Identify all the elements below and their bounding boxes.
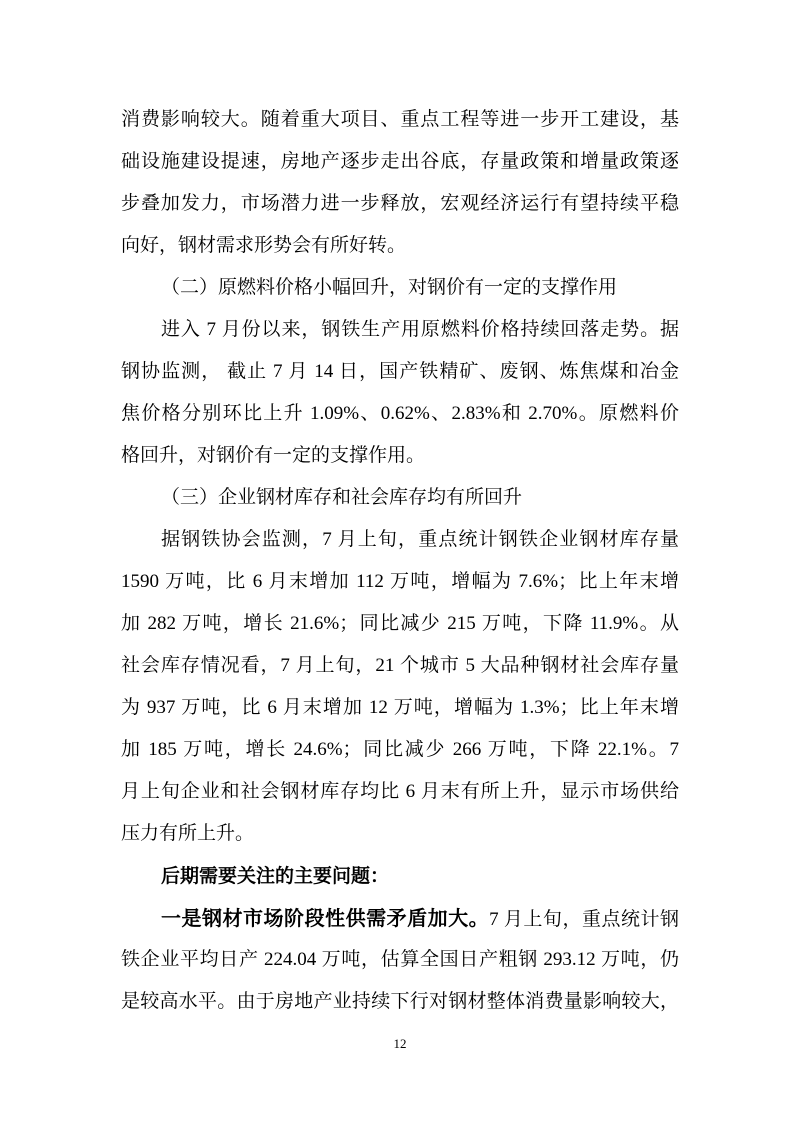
body-line: 钢协监测， 截止 7 月 14 日，国产铁精矿、废钢、炼焦煤和冶金 [121, 361, 679, 382]
body-line: 社会库存情况看，7 月上旬，21 个城市 5 大品种钢材社会库存量 [121, 655, 679, 676]
body-line: 是较高水平。由于房地产业持续下行对钢材整体消费量影响较大， [121, 991, 679, 1012]
body-line: 格回升，对钢价有一定的支撑作用。 [121, 445, 426, 466]
section-heading: （二）原燃料价格小幅回升，对钢价有一定的支撑作用 [161, 277, 618, 298]
issue-item-line [161, 897, 679, 939]
body-line: 1590 万吨，比 6 月末增加 112 万吨，增幅为 7.6%；比上年末增 [121, 571, 679, 592]
body-line: 铁企业平均日产 224.04 万吨，估算全国日产粗钢 293.12 万吨，仍 [121, 949, 679, 970]
body-line: 步叠加发力，市场潜力进一步释放，宏观经济运行有望持续平稳 [121, 193, 679, 214]
body-line: 月上旬企业和社会钢材库存均比 6 月末有所上升，显示市场供给 [121, 781, 679, 802]
body-line: 础设施建设提速，房地产逐步走出谷底，存量政策和增量政策逐 [121, 151, 679, 172]
issue-text: 7 月上旬，重点统计钢 [489, 909, 679, 930]
body-line: 焦价格分别环比上升 1.09%、0.62%、2.83%和 2.70%。原燃料价 [121, 403, 679, 424]
body-line: 加 185 万吨，增长 24.6%；同比减少 266 万吨，下降 22.1%。7 [121, 739, 679, 760]
body-line: 向好，钢材需求形势会有所好转。 [121, 235, 407, 256]
body-line: 加 282 万吨，增长 21.6%；同比减少 215 万吨，下降 11.9%。从 [121, 613, 679, 634]
body-line: 压力有所上升。 [121, 823, 255, 844]
issues-heading: 后期需要关注的主要问题： [161, 865, 390, 887]
body-line: 为 937 万吨，比 6 月末增加 12 万吨，增幅为 1.3%；比上年末增 [121, 697, 679, 718]
page-number: 12 [393, 1036, 407, 1051]
body-line: 进入 7 月份以来，钢铁生产用原燃料价格持续回落走势。据 [161, 319, 679, 340]
section-heading: （三）企业钢材库存和社会库存均有所回升 [161, 487, 523, 508]
body-line: 据钢铁协会监测，7 月上旬，重点统计钢铁企业钢材库存量 [161, 529, 679, 550]
issue-lead: 一是钢材市场阶段性供需矛盾加大。 [161, 906, 490, 930]
body-line: 消费影响较大。随着重大项目、重点工程等进一步开工建设，基 [121, 109, 679, 130]
